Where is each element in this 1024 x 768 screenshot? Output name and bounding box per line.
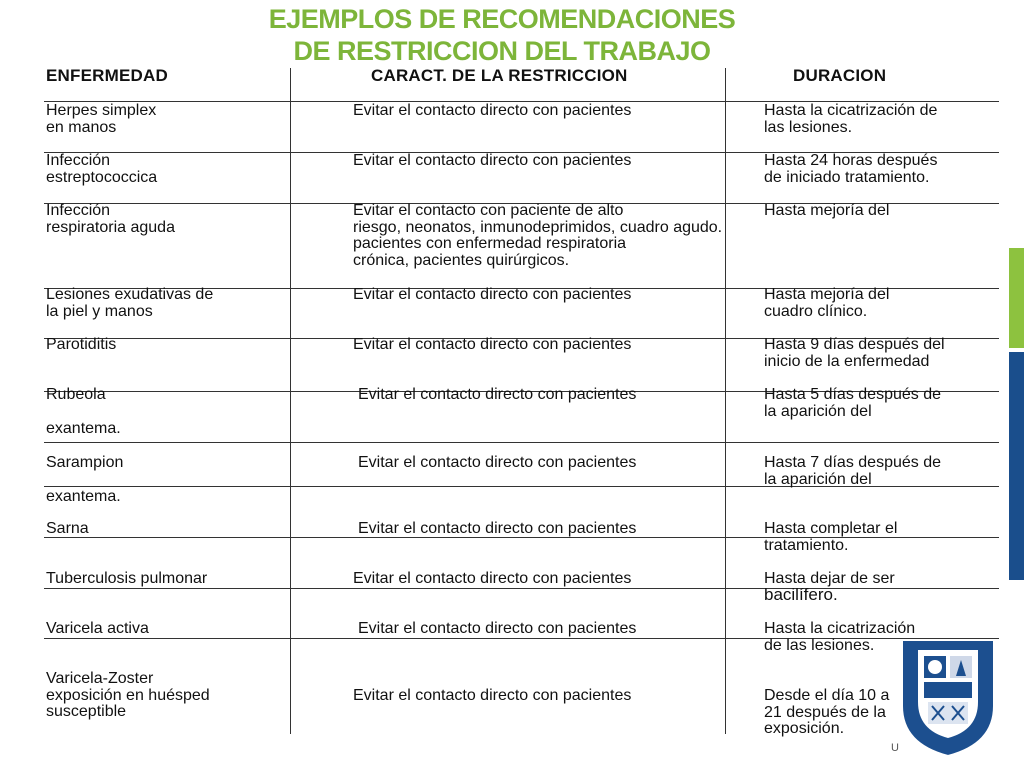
cell-restriction: Evitar el contacto directo con pacientes bbox=[353, 102, 632, 119]
cell-duration: Hasta 7 días después de la aparición del bbox=[764, 454, 942, 488]
cell-disease-continued: exantema. bbox=[46, 420, 121, 437]
cell-disease: Sarampion bbox=[46, 454, 124, 471]
cell-duration: Hasta completar el tratamiento. bbox=[764, 520, 898, 554]
university-crest-logo bbox=[896, 636, 1000, 760]
cell-restriction: Evitar el contacto directo con pacientes bbox=[353, 687, 632, 704]
column-divider bbox=[290, 68, 291, 734]
cell-disease: Lesiones exudativas de la piel y manos bbox=[46, 286, 214, 320]
page-mark: U bbox=[891, 742, 899, 754]
cell-duration: Hasta 24 horas después de iniciado tratamiento. bbox=[764, 152, 938, 186]
cell-restriction: Evitar el contacto directo con pacientes bbox=[358, 520, 637, 537]
cell-duration: Hasta dejar de ser bbox=[764, 570, 895, 587]
column-divider bbox=[725, 68, 726, 734]
slide-title-line-1: EJEMPLOS DE RECOMENDACIONES bbox=[268, 4, 736, 34]
side-accent-green bbox=[1009, 248, 1024, 348]
cell-disease: Varicela activa bbox=[46, 620, 149, 637]
cell-disease: Rubeola bbox=[46, 386, 106, 403]
cell-duration: Hasta la cicatrización de las lesiones. bbox=[764, 102, 938, 136]
cell-duration-continued: bacilífero. bbox=[764, 585, 838, 604]
header-duracion: DURACION bbox=[793, 66, 887, 85]
cell-disease-continued: exantema. bbox=[46, 488, 121, 505]
cell-restriction: Evitar el contacto directo con pacientes bbox=[353, 286, 632, 303]
cell-duration: Hasta la cicatrización de las lesiones. bbox=[764, 620, 916, 654]
table-rule bbox=[44, 442, 999, 443]
cell-duration: Hasta 5 días después de la aparición del bbox=[764, 386, 942, 420]
cell-disease: Infección estreptococcica bbox=[46, 152, 158, 186]
cell-restriction: Evitar el contacto directo con pacientes bbox=[353, 152, 632, 169]
cell-restriction: Evitar el contacto directo con pacientes bbox=[358, 386, 637, 403]
cell-disease: Varicela-Zoster exposición en huésped susceptible bbox=[46, 670, 210, 721]
cell-restriction: Evitar el contacto directo con pacientes bbox=[353, 336, 632, 353]
slide-title-line-2: DE RESTRICCION DEL TRABAJO bbox=[293, 36, 711, 66]
cell-disease: Herpes simplex en manos bbox=[46, 102, 157, 136]
cell-restriction: Evitar el contacto directo con pacientes bbox=[353, 570, 632, 587]
cell-restriction: Evitar el contacto directo con pacientes bbox=[358, 454, 637, 471]
cell-disease: Sarna bbox=[46, 520, 89, 537]
cell-restriction: Evitar el contacto con paciente de alto riesgo, neonatos, inmunodeprimidos, cuadro agudo. pacientes con enfermedad respiratoria crónica, pacientes quirúrgicos. bbox=[353, 202, 723, 269]
cell-duration: Hasta 9 días después del inicio de la enfermedad bbox=[764, 336, 945, 370]
table-rule bbox=[44, 588, 999, 589]
side-accent-blue bbox=[1009, 352, 1024, 580]
cell-duration: Hasta mejoría del bbox=[764, 202, 890, 219]
cell-duration: Hasta mejoría del cuadro clínico. bbox=[764, 286, 890, 320]
cell-disease: Parotiditis bbox=[46, 336, 117, 353]
header-restriccion: CARACT. DE LA RESTRICCION bbox=[371, 66, 628, 85]
cell-duration: Desde el día 10 a 21 después de la exposición. bbox=[764, 687, 890, 738]
cell-restriction: Evitar el contacto directo con pacientes bbox=[358, 620, 637, 637]
cell-disease: Tuberculosis pulmonar bbox=[46, 570, 208, 587]
header-enfermedad: ENFERMEDAD bbox=[46, 66, 168, 85]
cell-disease: Infección respiratoria aguda bbox=[46, 202, 175, 236]
